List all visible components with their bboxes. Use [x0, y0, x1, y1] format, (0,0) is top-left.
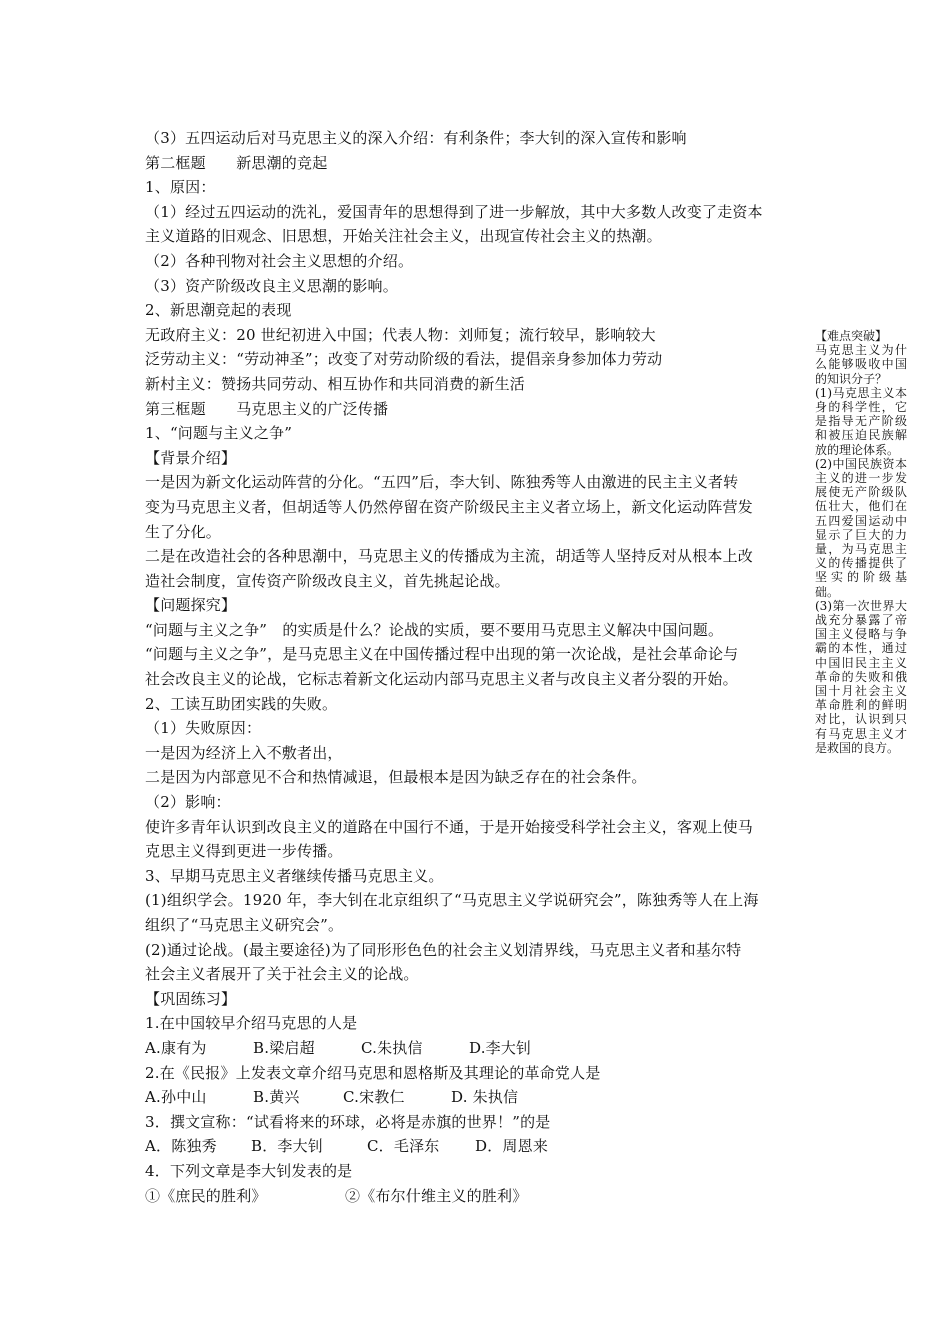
- quiz-options: [145, 1134, 813, 1159]
- text-line: 克思主义得到更进一步传播。: [145, 842, 343, 861]
- text-line: 2、新思潮竞起的表现: [145, 301, 292, 320]
- quiz-option: A．陈独秀: [145, 1137, 217, 1156]
- sidebar-point: (1)马克思主义本身的科学性，它是指导无产阶级和被压迫民族解放的理论体系。: [815, 385, 907, 457]
- text-line: “问题与主义之争” 的实质是什么？论战的实质，要不要用马克思主义解决中国问题。: [145, 620, 724, 639]
- quiz-question: 1.在中国较早介绍马克思的人是: [145, 1014, 358, 1033]
- text-line: 1、原因：: [145, 178, 216, 197]
- quiz-option: C.宋教仁: [343, 1088, 405, 1107]
- quiz-options: [145, 1184, 813, 1209]
- section-heading: 第三框题 马克思主义的广泛传播: [145, 399, 389, 418]
- text-line: 造社会制度，宣传资产阶级改良主义，首先挑起论战。: [145, 571, 510, 590]
- quiz-option: A.康有为: [145, 1038, 207, 1057]
- text-line: 泛劳动主义：“劳动神圣”；改变了对劳动阶级的看法，提倡亲身参加体力劳动: [145, 350, 663, 369]
- quiz-option: C．毛泽东: [367, 1137, 440, 1156]
- sidebar-heading: 【难点突破】: [815, 329, 888, 343]
- text-line: 一是因为新文化运动阵营的分化。“五四”后，李大钊、陈独秀等人由激进的民主主义者转: [145, 473, 739, 492]
- text-line: 3、早期马克思主义者继续传播马克思主义。: [145, 866, 444, 885]
- text-line: 变为马克思主义者，但胡适等人仍然停留在资产阶级民主主义者立场上，新文化运动阵营发: [145, 497, 754, 516]
- quiz-options: [145, 1036, 813, 1061]
- quiz-option: ②《布尔什维主义的胜利》: [345, 1186, 528, 1205]
- section-heading: 第二框题 新思潮的竞起: [145, 153, 328, 172]
- quiz-option: C.朱执信: [361, 1038, 423, 1057]
- text-line: 2、工读互助团实践的失败。: [145, 694, 338, 713]
- quiz-option: B．李大钊: [251, 1137, 324, 1156]
- main-content: [145, 126, 813, 1208]
- quiz-option: D．周恩来: [475, 1137, 549, 1156]
- sidebar-question: 马克思主义为什么能够吸收中国的知识分子？: [815, 343, 907, 386]
- quiz-question: 4．下列文章是李大钊发表的是: [145, 1161, 353, 1180]
- sidebar-note: [815, 329, 907, 755]
- text-line: (2)通过论战。(最主要途径)为了同形形色色的社会主义划清界线，马克思主义者和基尔特: [145, 940, 742, 959]
- text-line: 二是因为内部意见不合和热情减退，但最根本是因为缺乏存在的社会条件。: [145, 768, 647, 787]
- text-line: （2）影响：: [145, 793, 231, 812]
- text-line: （3）资产阶级改良主义思潮的影响。: [145, 276, 398, 295]
- text-line: 使许多青年认识到改良主义的道路在中国行不通，于是开始接受科学社会主义，客观上使马: [145, 817, 754, 836]
- text-line: （1）失败原因：: [145, 719, 262, 738]
- text-line: 社会改良主义的论战，它标志着新文化运动内部马克思主义者与改良主义者分裂的开始。: [145, 670, 738, 689]
- quiz-option: ①《庶民的胜利》: [145, 1186, 267, 1205]
- quiz-question: 2.在《民报》上发表文章介绍马克思和恩格斯及其理论的革命党人是: [145, 1063, 601, 1082]
- text-line: 一是因为经济上入不敷者出，: [145, 743, 343, 762]
- text-line: （2）各种刊物对社会主义思想的介绍。: [145, 251, 414, 270]
- quiz-options: [145, 1085, 813, 1110]
- subsection-label: 【巩固练习】: [145, 989, 237, 1008]
- text-line: 组织了“马克思主义研究会”。: [145, 916, 344, 934]
- text-line: 社会主义者展开了关于社会主义的论战。: [145, 965, 419, 984]
- subsection-label: 【问题探究】: [145, 596, 237, 615]
- text-line: “问题与主义之争”，是马克思主义在中国传播过程中出现的第一次论战，是社会革命论与: [145, 645, 739, 664]
- subsection-label: 【背景介绍】: [145, 448, 237, 467]
- quiz-question: 3．撰文宣称：“试看将来的环球，必将是赤旗的世界！”的是: [145, 1112, 551, 1131]
- quiz-option: B.梁启超: [253, 1038, 315, 1057]
- quiz-option: D. 朱执信: [451, 1088, 519, 1107]
- text-line: 生了分化。: [145, 522, 222, 541]
- text-line: （3）五四运动后对马克思主义的深入介绍：有利条件；李大钊的深入宣传和影响: [145, 129, 687, 147]
- sidebar-point: (3)第一次世界大战充分暴露了帝国主义侵略与争霸的本性，通过中国旧民主主义革命的失败和俄国十月社会主义革命胜利的鲜明对比，认识到只有马克思主义才是救国的良方。: [815, 598, 907, 755]
- quiz-option: A.孙中山: [145, 1088, 207, 1107]
- text-line: 新村主义：赞扬共同劳动、相互协作和共同消费的新生活: [145, 374, 526, 393]
- quiz-option: B.黄兴: [253, 1088, 300, 1107]
- text-line: （1）经过五四运动的洗礼，爱国青年的思想得到了进一步解放，其中大多数人改变了走资本: [145, 202, 763, 221]
- text-line: 二是在改造社会的各种思潮中，马克思主义的传播成为主流，胡适等人坚持反对从根本上改: [145, 547, 754, 566]
- text-line: 主义道路的旧观念、旧思想，开始关注社会主义，出现宣传社会主义的热潮。: [145, 227, 662, 246]
- text-line: (1)组织学会。1920 年，李大钊在北京组织了“马克思主义学说研究会”，陈独秀等人在上海: [145, 891, 759, 910]
- quiz-option: D.李大钊: [469, 1038, 532, 1057]
- text-line: 1、“问题与主义之争”: [145, 424, 293, 443]
- sidebar-point: (2)中国民族资本主义的进一步发展使无产阶级队伍壮大，他们在五四爱国运动中显示了巨大的力量，为马克思主义的传播提供了坚实的阶级基础。: [815, 456, 907, 599]
- text-line: 无政府主义：20 世纪初进入中国；代表人物：刘师复；流行较早，影响较大: [145, 325, 656, 344]
